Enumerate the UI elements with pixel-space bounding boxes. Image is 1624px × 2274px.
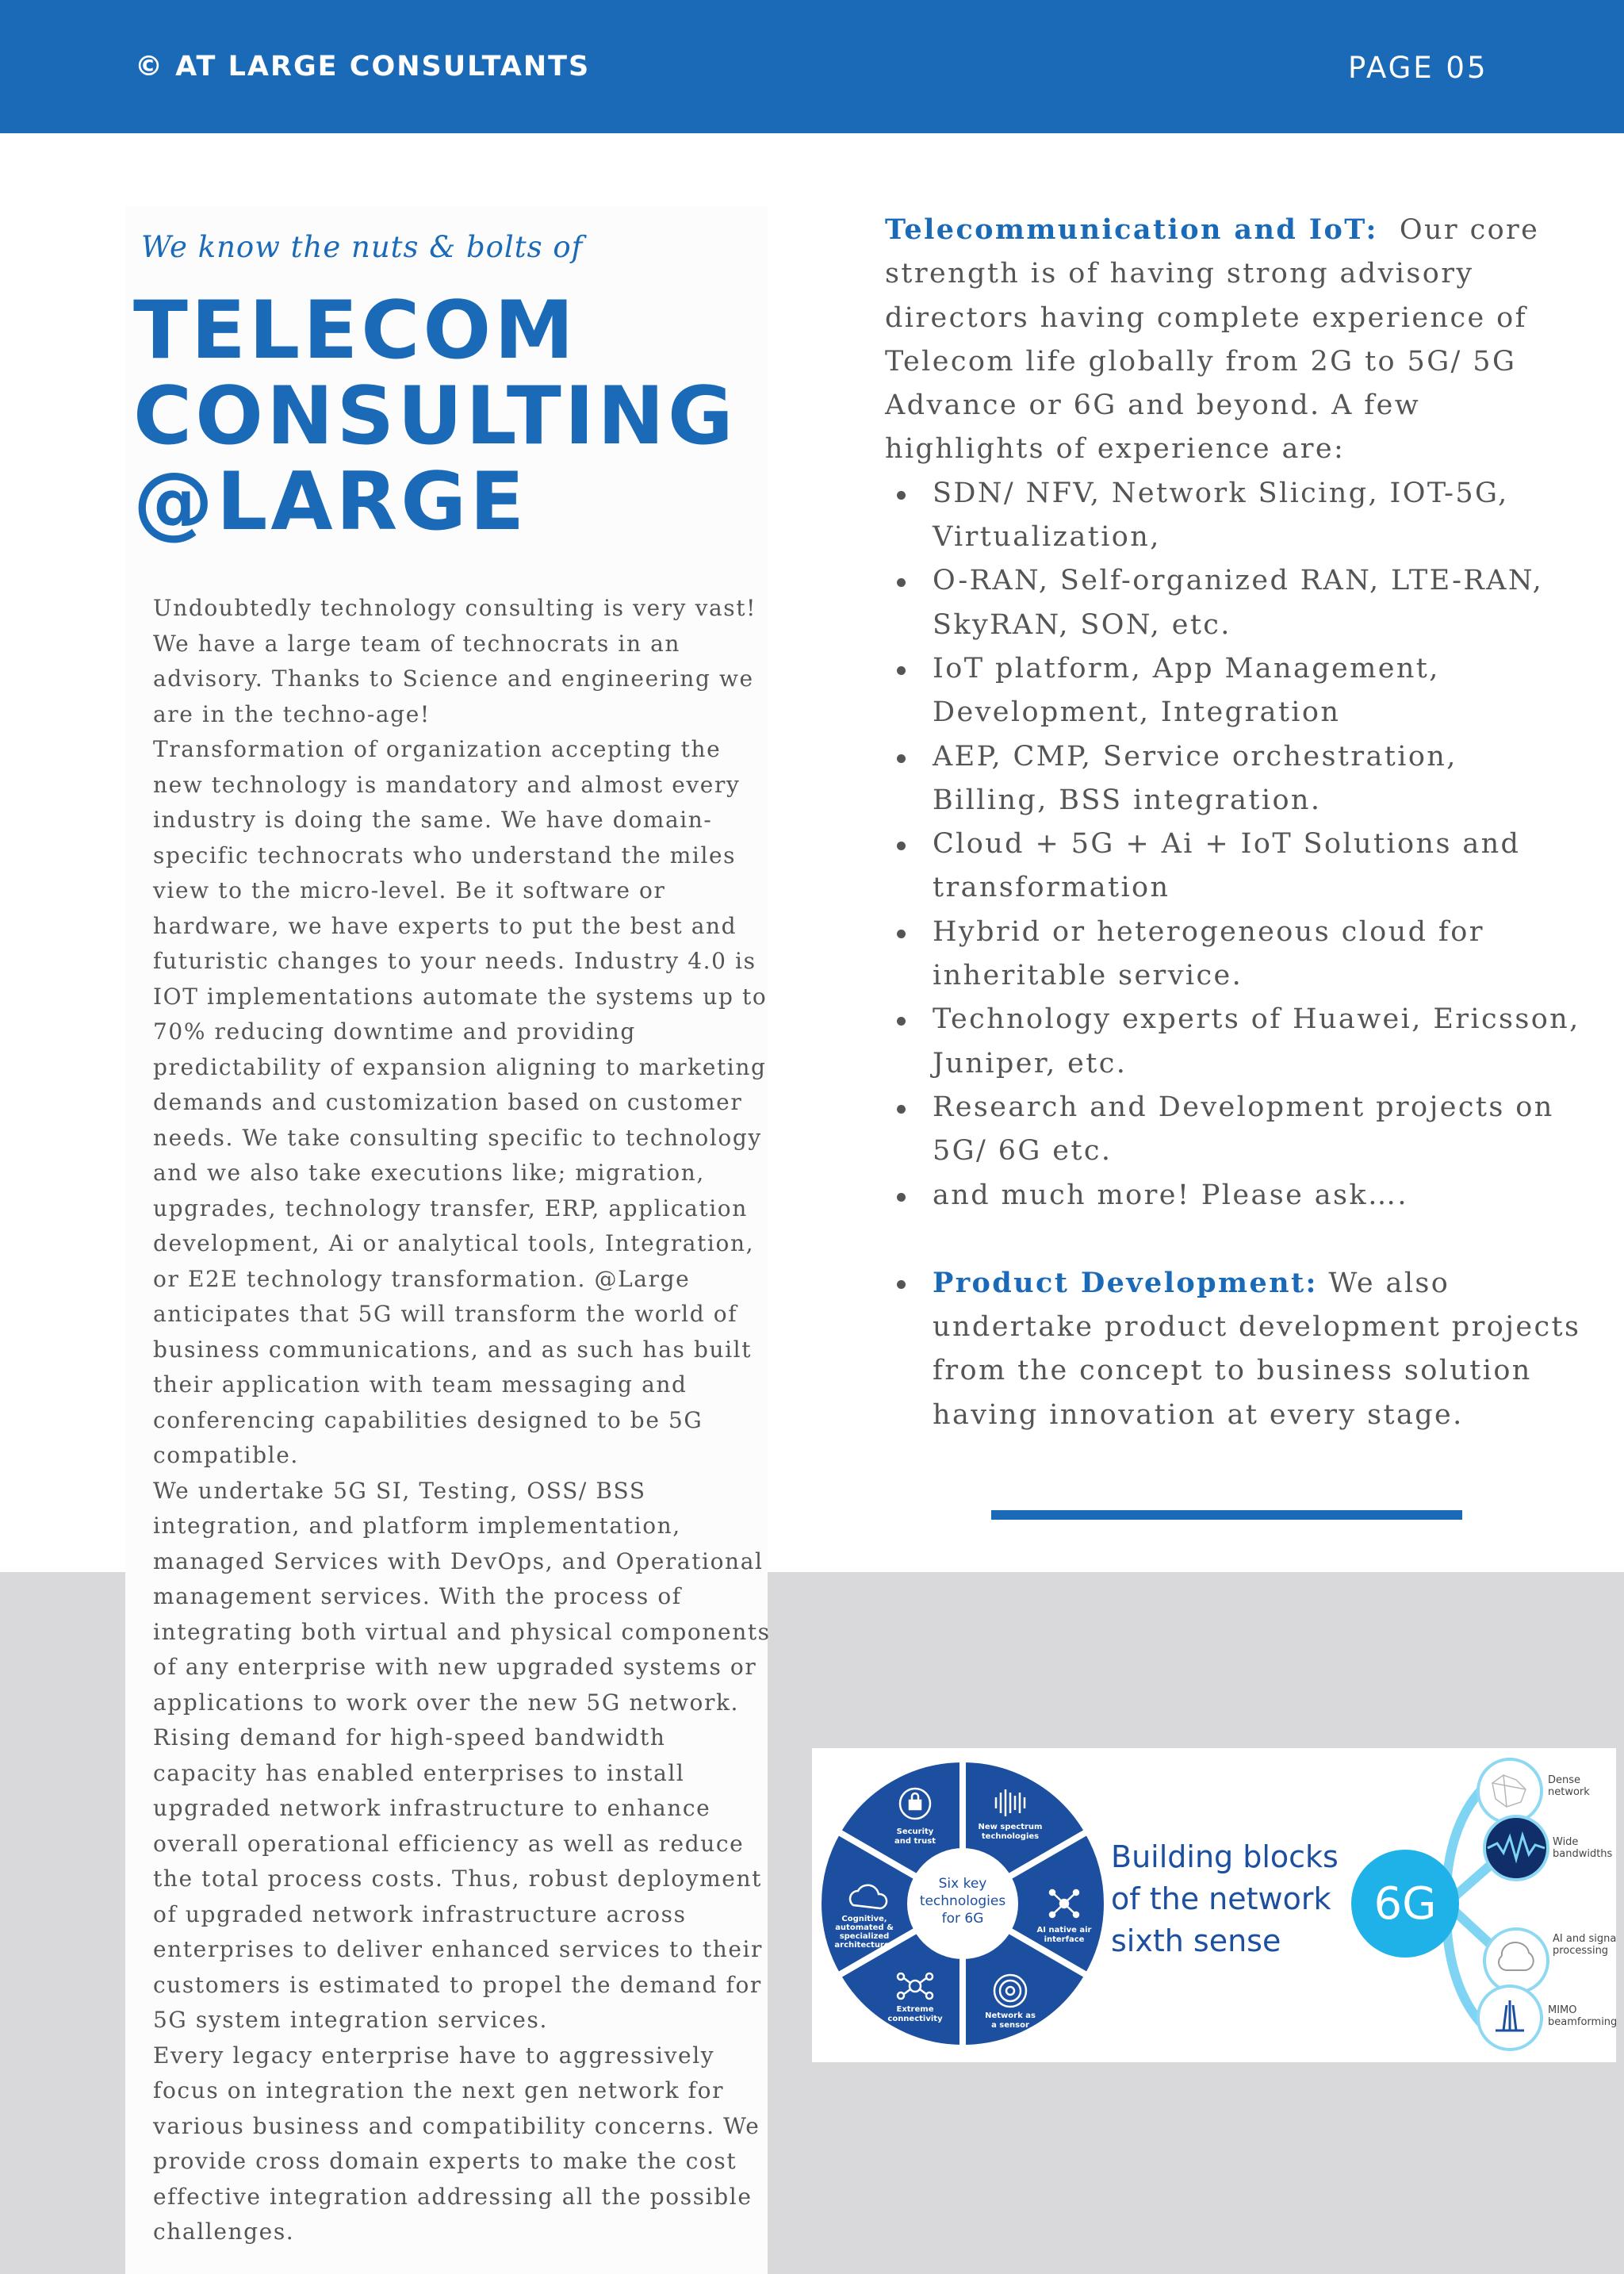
segment-label: Network as a sensor [985, 2011, 1036, 2030]
body-paragraph: Every legacy enterprise have to aggressively focus on integration the next gen network for various business and compatibility concerns. We provide cross domain experts to make the cost effective integration addressing all the possible challenges. [153, 2042, 760, 2245]
block-label: AI and signal processing [1553, 1933, 1616, 1957]
list-item: and much more! Please ask…. [885, 1174, 1583, 1218]
six-g-badge [1351, 1850, 1459, 1958]
list-item: Technology experts of Huawei, Ericsson, Juniper, etc. [885, 998, 1583, 1086]
heading-line: of the network [1111, 1881, 1331, 1916]
telecom-text: Our core strength is of having strong advisory directors having complete experience of Telecom life globally from 2G to 5G/ 5G Advance or 6G and beyond. A few highlights of experience are: [885, 214, 1540, 466]
segment-label: New spectrum technologies [978, 1823, 1043, 1841]
telecom-intro [885, 208, 1583, 472]
right-column [885, 208, 1583, 1437]
list-item: Hybrid or heterogeneous cloud for inheritable service. [885, 911, 1583, 999]
list-item: Cloud + 5G + Ai + IoT Solutions and transformation [885, 823, 1583, 911]
six-g-infographic [812, 1748, 1616, 2062]
product-text: We also undertake product development projects from the concept to business solution having innovation at every stage. [933, 1267, 1581, 1431]
section-divider [991, 1510, 1462, 1520]
block-dense-network [1478, 1759, 1542, 1823]
list-item: O-RAN, Self-organized RAN, LTE-RAN, SkyRAN, SON, etc. [885, 559, 1583, 647]
building-blocks-heading [1111, 1839, 1339, 1958]
block-label: Dense network [1548, 1774, 1590, 1798]
title-line-1: TELECOM [133, 283, 577, 377]
spacer [885, 1218, 1583, 1261]
spectrum-icon [996, 1789, 1025, 1816]
experience-list [885, 472, 1583, 1218]
list-item: AEP, CMP, Service orchestration, Billing, BSS integration. [885, 735, 1583, 823]
title-line-3: @LARGE [133, 454, 528, 548]
heading-line: sixth sense [1111, 1923, 1281, 1958]
body-paragraph: We undertake 5G SI, Testing, OSS/ BSS integration, and platform implementation, managed Services with DevOps, and Operational management services. With the process of integrating both virtual and physical components of any enterprise with new upgraded systems or applications to work over the new 5G network. Rising demand for high-speed bandwidth capacity has enabled enterprises to install upgraded network infrastructure to enhance overall operational efficiency as well as reduce the total process costs. Thus, robust deployment of upgraded network infrastructure across enterprises to deliver enhanced services to their customers is estimated to propel the demand for 5G system integration services. [153, 1477, 771, 2033]
segment-label: Cognitive, automated & specialized architectures [834, 1915, 894, 1950]
product-item [885, 1261, 1583, 1437]
block-ai-signal [1484, 1929, 1548, 1992]
list-item: SDN/ NFV, Network Slicing, IOT-5G, Virtualization, [885, 472, 1583, 560]
block-label: Wide bandwidths [1553, 1836, 1613, 1860]
hub-text: Six key technologies for 6G [919, 1876, 1006, 1927]
list-item: Research and Development projects on 5G/ 6G etc. [885, 1086, 1583, 1174]
six-key-wheel [814, 1754, 1112, 2053]
block-mimo [1478, 1986, 1542, 2050]
page-header [0, 0, 1624, 133]
infographic-svg [812, 1748, 1616, 2062]
list-item: IoT platform, App Management, Development, Integration [885, 647, 1583, 735]
block-wide-bandwidths [1484, 1816, 1548, 1880]
brand-label: © AT LARGE CONSULTANTS [135, 51, 591, 82]
body-text [153, 591, 772, 2250]
segment-label: Security and trust [894, 1827, 936, 1846]
body-paragraph: Transformation of organization accepting the new technology is mandatory and almost every industry is doing the same. We have domain-specific technocrats who understand the miles view to the micro-level. Be it software or hardware, we have experts to put the best and futuristic changes to your needs. Industry 4.0 is IOT implementations automate the systems up to 70% reducing downtime and providing predictability of expansion aligning to marketing demands and customization based on customer needs. We take consulting specific to technology and we also take executions like; migration, upgrades, technology transfer, ERP, application development, Ai or analytical tools, Integration, or E2E technology transformation. @Large anticipates that 5G will transform the world of business communications, and as such has built their application with team messaging and conferencing capabilities designed to be 5G compatible. [153, 736, 768, 1468]
heading-line: Building blocks [1111, 1839, 1339, 1874]
block-label: MIMO beamforming [1548, 2004, 1616, 2028]
telecom-heading: Telecommunication and IoT: [885, 213, 1378, 246]
segment-label: Extreme connectivity [887, 2005, 943, 2023]
product-list [885, 1261, 1583, 1437]
badge-label: 6G [1373, 1878, 1437, 1930]
page-number: PAGE 05 [1348, 51, 1488, 85]
body-paragraph: Undoubtedly technology consulting is very vast! We have a large team of technocrats in an advisory. Thanks to Science and engineering we are in the techno-age! [153, 595, 756, 727]
page-title [133, 283, 737, 548]
title-line-2: CONSULTING [133, 369, 737, 462]
product-heading: Product Development: [933, 1266, 1318, 1299]
tagline: We know the nuts & bolts of [141, 230, 584, 264]
segment-label: AI native air interface [1036, 1926, 1092, 1944]
